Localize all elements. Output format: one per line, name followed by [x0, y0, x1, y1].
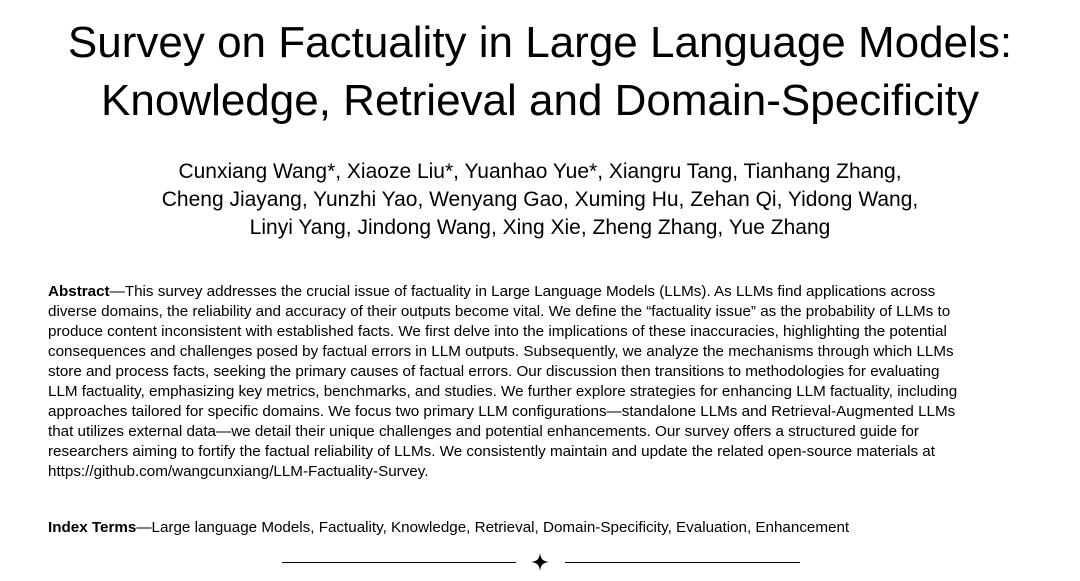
abstract-line: diverse domains, the reliability and accuracy of their outputs become vital. We define the “factuality issue” as the probability of LLMs to [48, 303, 951, 320]
divider-line-right [565, 562, 800, 563]
title-line: Knowledge, Retrieval and Domain-Specificity [101, 76, 979, 125]
abstract-line: that utilizes external data—we detail their unique challenges and potential enhancements. Our survey offers a structured guide for [48, 423, 919, 440]
abstract-line [48, 282, 1038, 302]
author-line: Cunxiang Wang*, Xiaoze Liu*, Yuanhao Yue*, Xiangru Tang, Tianhang Zhang, [178, 160, 902, 183]
divider-line-left [282, 562, 516, 563]
title-line: Survey on Factuality in Large Language Models: [67, 18, 1013, 67]
author-line: Linyi Yang, Jindong Wang, Xing Xie, Zheng Zhang, Yue Zhang [249, 216, 831, 239]
abstract-line: LLM factuality, emphasizing key metrics, benchmarks, and studies. We further explore strategies for enhancing LLM factuality, including [48, 383, 958, 400]
abstract-label: Abstract [48, 283, 110, 300]
author-list [0, 158, 1080, 242]
index-terms-text: —Large language Models, Factuality, Knowledge, Retrieval, Domain-Specificity, Evaluation, Enhancement [136, 519, 850, 536]
abstract [48, 282, 1038, 482]
paper-title [0, 14, 1080, 130]
abstract-line: researchers aiming to fortify the factual reliability of LLMs. We consistently maintain and update the related open-source materials at [48, 443, 935, 460]
abstract-line: approaches tailored for specific domains. We focus two primary LLM configurations—standalone LLMs and Retrieval-Augmented LLMs [48, 403, 956, 420]
author-line: Cheng Jiayang, Yunzhi Yao, Wenyang Gao, Xuming Hu, Zehan Qi, Yidong Wang, [161, 188, 919, 211]
abstract-line: produce content inconsistent with established facts. We first delve into the implications of these inaccuracies, highlighting the potential [48, 323, 947, 340]
index-terms-label: Index Terms [48, 519, 137, 536]
four-point-star-icon [530, 552, 550, 572]
abstract-line-url[interactable]: https://github.com/wangcunxiang/LLM-Factuality-Survey. [48, 463, 429, 480]
abstract-text: —This survey addresses the crucial issue of factuality in Large Language Models (LLMs). As LLMs find applications across [109, 283, 936, 300]
abstract-line: consequences and challenges posed by factual errors in LLM outputs. Subsequently, we analyze the mechanisms through which LLMs [48, 343, 954, 360]
index-terms [48, 518, 1038, 538]
abstract-line: store and process facts, seeking the primary causes of factual errors. Our discussion then transitions to methodologies for evaluating [48, 363, 940, 380]
